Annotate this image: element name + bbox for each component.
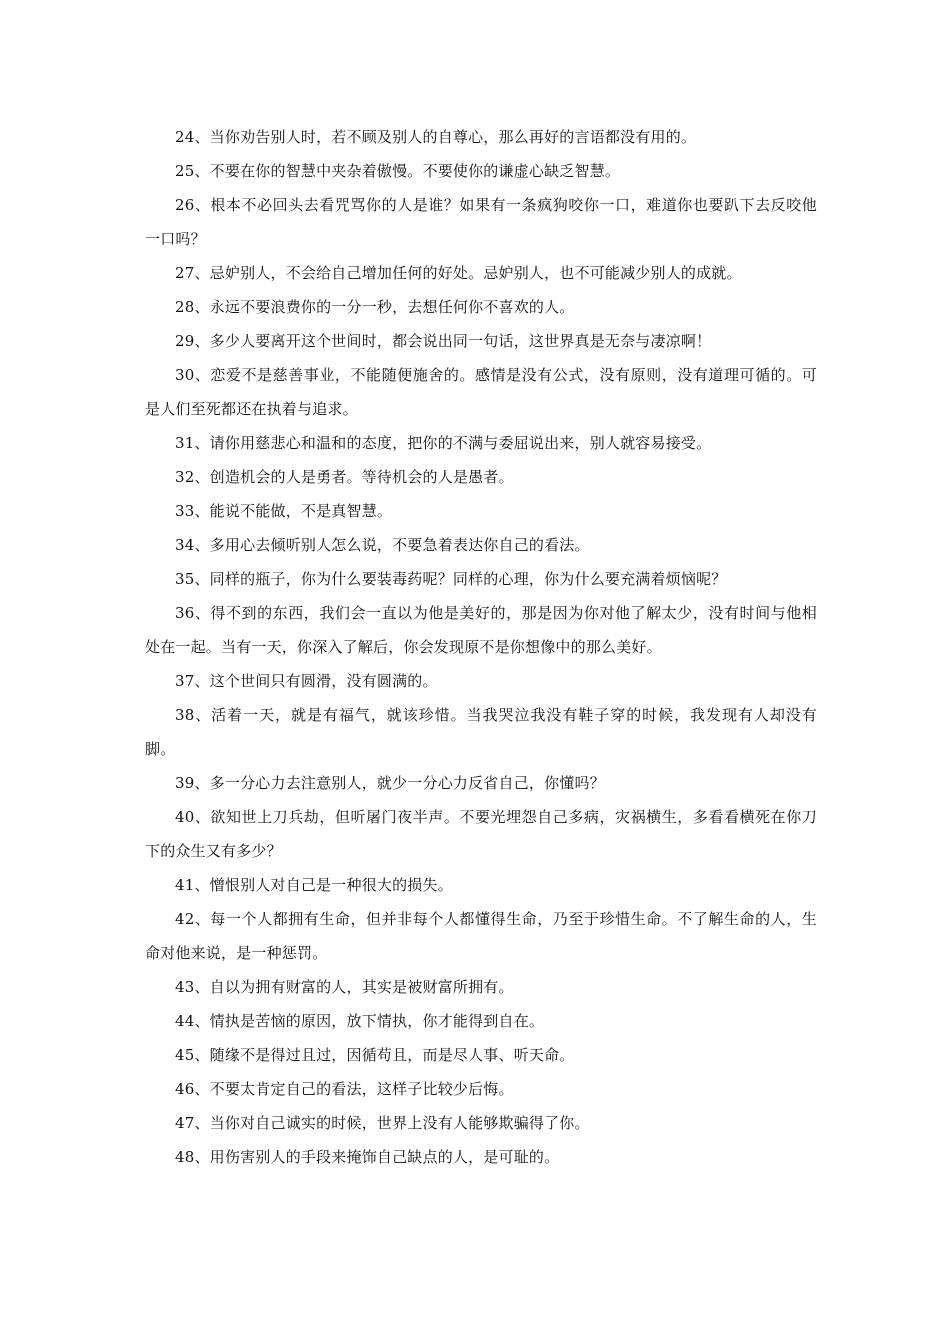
- paragraph-41: 41、憎恨别人对自己是一种很大的损失。: [175, 876, 453, 894]
- document-body: [145, 120, 817, 1174]
- paragraph-29: 29、多少人要离开这个世间时，都会说出同一句话，这世界真是无奈与凄凉啊！: [175, 332, 712, 350]
- paragraph-25: 25、不要在你的智慧中夹杂着傲慢。不要使你的谦虚心缺乏智慧。: [175, 162, 621, 180]
- paragraph-42: 42、每一个人都拥有生命，但并非每个人都懂得生命，乃至于珍惜生命。不了解生命的人，生命对他来说，是一种惩罚。: [145, 910, 817, 962]
- paragraph-45: 45、随缘不是得过且过，因循苟且，而是尽人事、听天命。: [175, 1046, 575, 1064]
- paragraph-33: 33、能说不能做，不是真智慧。: [175, 502, 393, 520]
- paragraph-34: 34、多用心去倾听别人怎么说，不要急着表达你自己的看法。: [175, 536, 590, 554]
- paragraph-36: 36、得不到的东西，我们会一直以为他是美好的，那是因为你对他了解太少，没有时间与他相处在一起。当有一天，你深入了解后，你会发现原不是你想像中的那么美好。: [145, 604, 817, 656]
- paragraph-24: 24、当你劝告别人时，若不顾及别人的自尊心，那么再好的言语都没有用的。: [175, 128, 697, 146]
- paragraph-35: 35、同样的瓶子，你为什么要装毒药呢？同样的心理，你为什么要充满着烦恼呢？: [175, 570, 727, 588]
- paragraph-47: 47、当你对自己诚实的时候，世界上没有人能够欺骗得了你。: [175, 1114, 590, 1132]
- paragraph-46: 46、不要太肯定自己的看法，这样子比较少后悔。: [175, 1080, 514, 1098]
- paragraph-43: 43、自以为拥有财富的人，其实是被财富所拥有。: [175, 978, 514, 996]
- paragraph-39: 39、多一分心力去注意别人，就少一分心力反省自己，你懂吗？: [175, 774, 605, 792]
- paragraph-27: 27、忌妒别人，不会给自己增加任何的好处。忌妒别人，也不可能减少别人的成就。: [175, 264, 742, 282]
- paragraph-44: 44、情执是苦恼的原因，放下情执，你才能得到自在。: [175, 1012, 545, 1030]
- paragraph-37: 37、这个世间只有圆滑，没有圆满的。: [175, 672, 438, 690]
- paragraph-30: 30、恋爱不是慈善事业，不能随便施舍的。感情是没有公式，没有原则，没有道理可循的。可是人们至死都还在执着与追求。: [145, 366, 817, 418]
- paragraph-32: 32、创造机会的人是勇者。等待机会的人是愚者。: [175, 468, 514, 486]
- paragraph-48: 48、用伤害别人的手段来掩饰自己缺点的人，是可耻的。: [175, 1148, 560, 1166]
- paragraph-26: 26、根本不必回头去看咒骂你的人是谁？如果有一条疯狗咬你一口，难道你也要趴下去反咬他一口吗？: [145, 196, 817, 248]
- paragraph-31: 31、请你用慈悲心和温和的态度，把你的不满与委屈说出来，别人就容易接受。: [175, 434, 712, 452]
- paragraph-40: 40、欲知世上刀兵劫，但听屠门夜半声。不要光埋怨自己多病，灾祸横生，多看看横死在你刀下的众生又有多少？: [145, 808, 817, 860]
- paragraph-28: 28、永远不要浪费你的一分一秒，去想任何你不喜欢的人。: [175, 298, 575, 316]
- paragraph-38: 38、活着一天，就是有福气，就该珍惜。当我哭泣我没有鞋子穿的时候，我发现有人却没有脚。: [145, 706, 817, 758]
